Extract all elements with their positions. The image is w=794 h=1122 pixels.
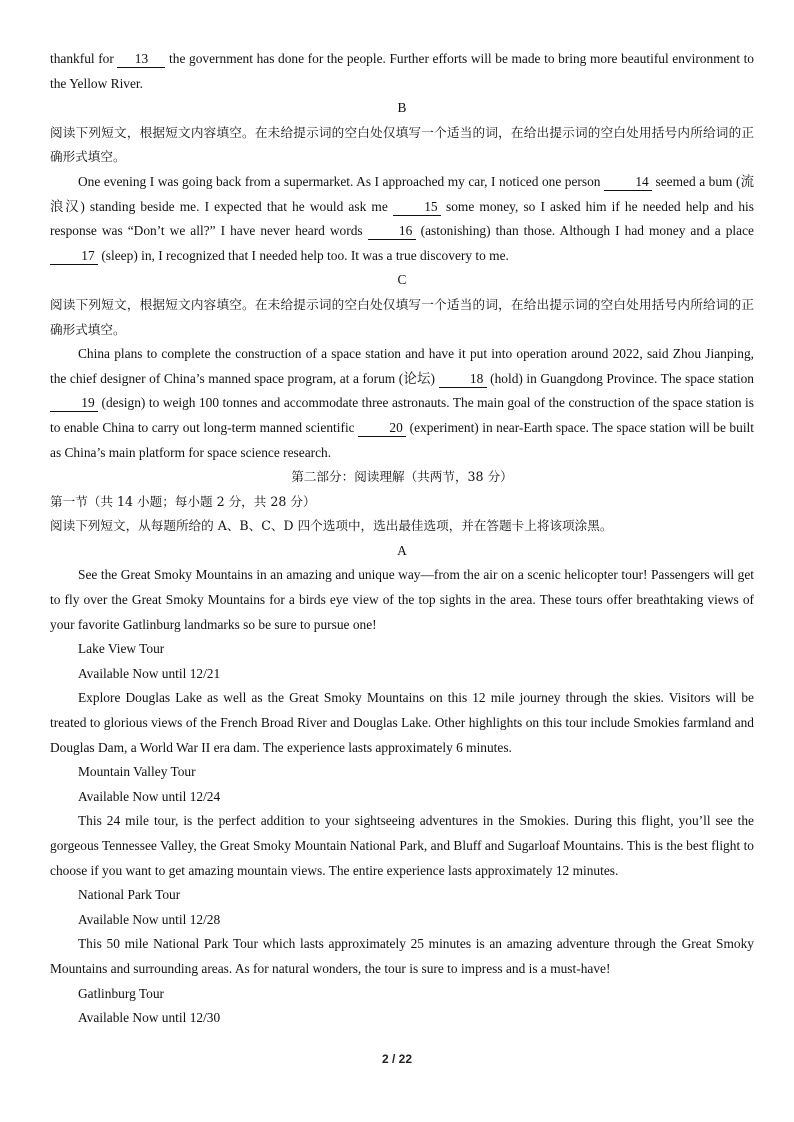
- part2-title: 第二部分：阅读理解（共两节，38 分）: [291, 469, 513, 485]
- text-run: (hold) in Guangdong Province. The space station: [486, 370, 754, 386]
- text-run: some money, so I asked him if he needed help and his response was “Don’t we all?” I have never heard words: [50, 198, 754, 239]
- blank-17[interactable]: 17: [50, 248, 98, 265]
- text-run: (design) to weigh 100 tonnes and accommodate three astronauts. The main goal of the construction of the space station is to enable China to carry out long-term manned scientific: [50, 395, 754, 435]
- text-run: thankful for: [50, 51, 118, 66]
- blank-14[interactable]: 14: [604, 174, 652, 191]
- document-page: [50, 47, 754, 1031]
- blank-15[interactable]: 15: [393, 199, 441, 216]
- text-run: seemed a bum (流浪汉) standing beside me. I expected that he would ask me: [50, 173, 754, 214]
- text-run: One evening I was going back from a supermarket. As I approached my car, I noticed one person: [78, 173, 605, 189]
- paragraph-top: [50, 47, 754, 96]
- blank-18[interactable]: 18: [439, 371, 487, 388]
- section-b-instruction: 阅读下列短文，根据短文内容填空。在未给提示词的空白处仅填写一个适当的词，在给出提示词的空白处用括号内所给词的正确形式填空。: [50, 124, 754, 165]
- text-run: China plans to complete the construction of a space station and have it put into operation around 2022, said Zhou Jianping, the chief designer of China’s manned space program, at a forum (论坛): [50, 346, 754, 386]
- page-number: 2 / 22: [381, 1052, 413, 1066]
- text-run: (sleep) in, I recognized that I needed help too. It was a true discovery to me.: [98, 247, 509, 263]
- blank-16[interactable]: 16: [368, 223, 416, 240]
- tour-name: Gatlinburg Tour: [78, 985, 164, 1001]
- tour-name: National Park Tour: [78, 887, 181, 903]
- tour-availability: Available Now until 12/30: [78, 1010, 221, 1026]
- tour-name: Lake View Tour: [78, 641, 165, 657]
- tour-description: This 50 mile National Park Tour which lasts approximately 25 minutes is an amazing adventure through the Great Smoky Mountains and surrounding areas. As for natural wonders, the tour is sure to impress and is a must-have!: [50, 936, 754, 976]
- part2-instruction: 阅读下列短文，从每题所给的 A、B、C、D 四个选项中，选出最佳选项，并在答题卡上将该项涂黑。: [50, 518, 613, 534]
- section-b-label: B: [397, 100, 407, 116]
- section-a-label: A: [397, 542, 407, 558]
- part2-section1: 第一节（共 14 小题；每小题 2 分，共 28 分）: [50, 493, 316, 509]
- text-run: (astonishing) than those. Although I had money and a place: [415, 223, 754, 239]
- section-c-label: C: [397, 272, 407, 288]
- section-b-passage: [50, 170, 754, 268]
- section-a-intro: See the Great Smoky Mountains in an amazing and unique way—from the air on a scenic helicopter tour! Passengers will get to fly over the Great Smoky Mountains for a birds eye view of the top sights in the area. These tours offer breathtaking views of your favorite Gatlinburg landmarks so be sure to pursue one!: [50, 567, 754, 632]
- tour-availability: Available Now until 12/24: [78, 788, 221, 804]
- blank-19[interactable]: 19: [50, 395, 98, 412]
- tour-availability: Available Now until 12/21: [78, 665, 221, 681]
- blank-20[interactable]: 20: [358, 420, 406, 437]
- tour-description: This 24 mile tour, is the perfect addition to your sightseeing adventures in the Smokies. During this flight, you’ll see the gorgeous Tennessee Valley, the Great Smoky Mountain National Park, and Bluff and Sugarloaf Mountains. This is the best flight to choose if you want to get amazing mountain views. The entire experience lasts approximately 12 minutes.: [50, 813, 754, 878]
- section-c-passage: [50, 342, 754, 465]
- blank-13[interactable]: 13: [117, 51, 165, 68]
- text-run: the government has done for the people. Further efforts will be made to bring more beautiful environment to the Yellow River.: [50, 51, 754, 91]
- tour-availability: Available Now until 12/28: [78, 911, 221, 927]
- tour-description: Explore Douglas Lake as well as the Great Smoky Mountains on this 12 mile journey through the skies. Visitors will be treated to glorious views of the French Broad River and Douglas Lake. Other highlights on this tour include Smokies farmland and Douglas Dam, a World War II era dam. The experience lasts approximately 6 minutes.: [50, 690, 754, 755]
- tour-name: Mountain Valley Tour: [78, 764, 196, 780]
- text-run: (experiment) in near-Earth space. The space station will be built as China’s main platform for space science research.: [50, 419, 754, 460]
- section-c-instruction: 阅读下列短文，根据短文内容填空。在未给提示词的空白处仅填写一个适当的词，在给出提示词的空白处用括号内所给词的正确形式填空。: [50, 296, 754, 337]
